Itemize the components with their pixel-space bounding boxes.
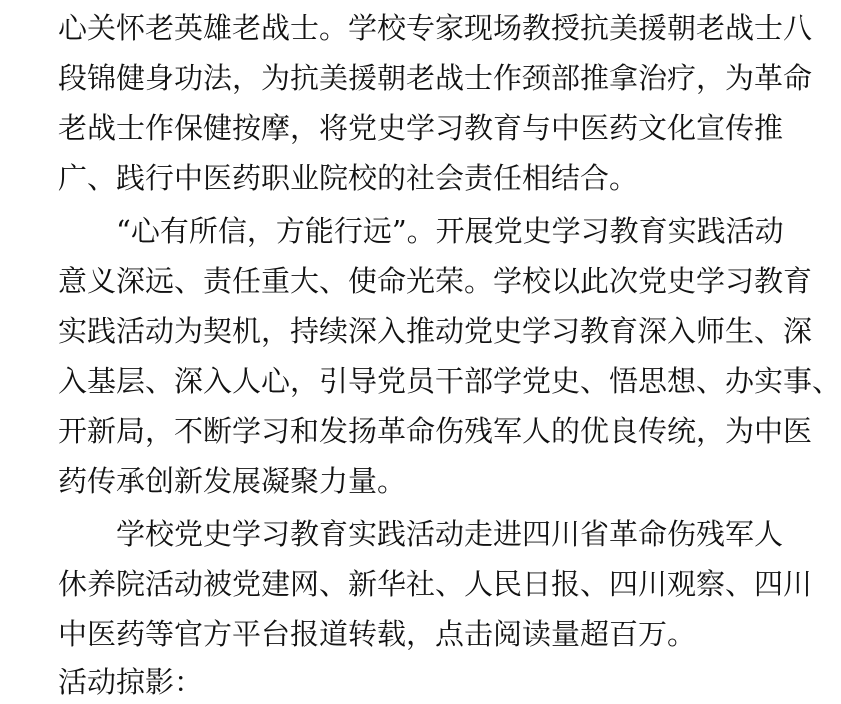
paragraph-1-line-3: 老战士作保健按摩，将党史学习教育与中医药文化宣传推 xyxy=(58,111,784,145)
paragraph-3-line-1: 学校党史学习教育实践活动走进四川省革命伤残军人 xyxy=(116,517,784,551)
section-heading: 活动掠影： xyxy=(58,665,204,699)
paragraph-2-line-1: “心有所信，方能行远”。开展党史学习教育实践活动 xyxy=(116,214,784,248)
paragraph-1-line-1: 心关怀老英雄老战士。学校专家现场教授抗美援朝老战士八 xyxy=(58,11,813,45)
paragraph-3-line-3: 中医药等官方平台报道转载，点击阅读量超百万。 xyxy=(58,617,697,651)
paragraph-3-line-2: 休养院活动被党建网、新华社、人民日报、四川观察、四川 xyxy=(58,567,813,601)
paragraph-1-line-2: 段锦健身功法，为抗美援朝老战士作颈部推拿治疗，为革命 xyxy=(58,61,813,95)
paragraph-2-line-5: 开新局，不断学习和发扬革命伤残军人的优良传统，为中医 xyxy=(58,414,813,448)
paragraph-2-line-3: 实践活动为契机，持续深入推动党史学习教育深入师生、深 xyxy=(58,314,813,348)
paragraph-2-line-4: 入基层、深入人心，引导党员干部学党史、悟思想、办实事、 xyxy=(58,364,841,398)
paragraph-2-line-6: 药传承创新发展凝聚力量。 xyxy=(58,464,407,498)
paragraph-2-line-2: 意义深远、责任重大、使命光荣。学校以此次党史学习教育 xyxy=(58,264,813,298)
paragraph-1-line-4: 广、践行中医药职业院校的社会责任相结合。 xyxy=(58,161,639,195)
